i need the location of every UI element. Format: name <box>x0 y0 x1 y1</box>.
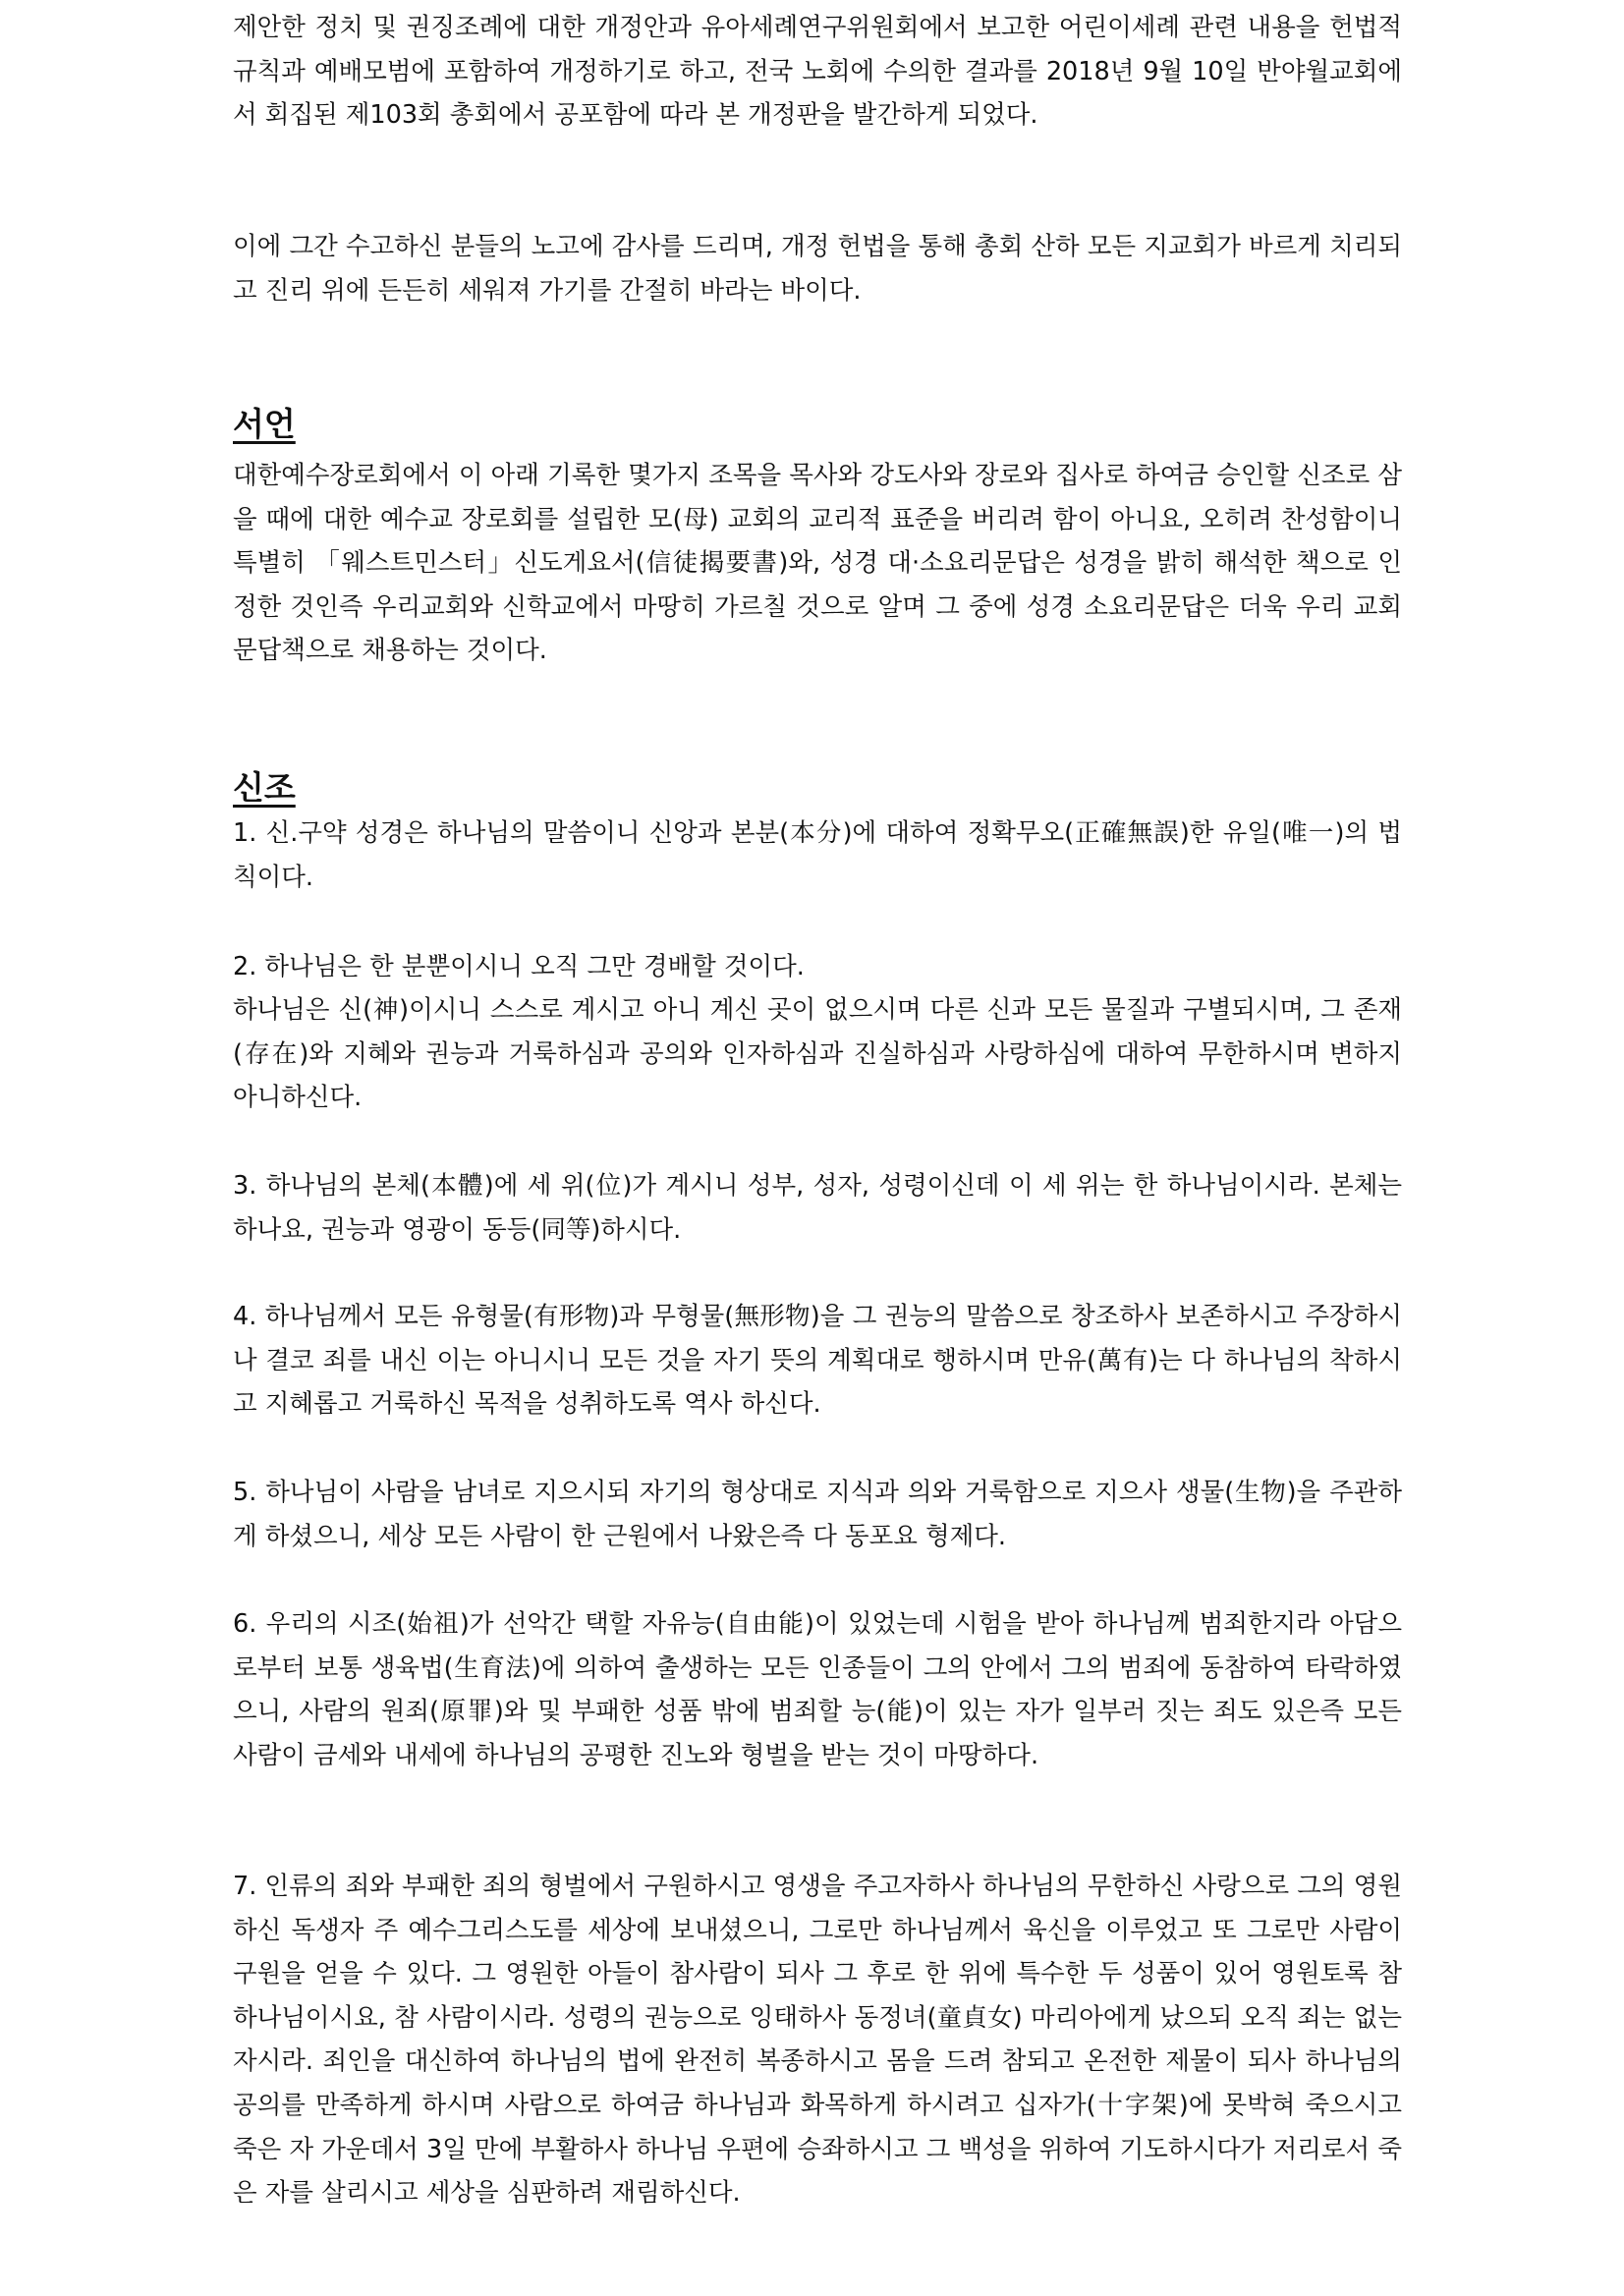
creed-article-7: 7. 인류의 죄와 부패한 죄의 형벌에서 구원하시고 영생을 주고자하사 하나님의 무한하신 사랑으로 그의 영원하신 독생자 주 예수그리스도를 세상에 보내셨으니, 그로만 하나님께서 육신을 이루었고 또 그로만 사람이 구원을 얻을 수 있다. 그 영원한 아들이 참사람이 되사 그 후로 한 위에 특수한 두 성품이 있어 영원토록 참 하나님이시요, 참 사람이시라. 성령의 권능으로 잉태하사 동정녀(童貞女) 마리아에게 났으되 오직 죄는 없는 자시라. 죄인을 대신하여 하나님의 법에 완전히 복종하시고 몸을 드려 참되고 온전한 제물이 되사 하나님의 공의를 만족하게 하시며 사람으로 하여금 하나님과 화목하게 하시려고 십자가(十字架)에 못박혀 죽으시고 죽은 자 가운데서 3일 만에 부활하사 하나님 우편에 승좌하시고 그 백성을 위하여 기도하시다가 저리로서 죽은 자를 살리시고 세상을 심판하려 재림하신다. <box>233 1872 1402 2209</box>
creed-article-4: 4. 하나님께서 모든 유형물(有形物)과 무형물(無形物)을 그 권능의 말씀으로 창조하사 보존하시고 주장하시나 결코 죄를 내신 이는 아니시니 모든 것을 자기 뜻의 계획대로 행하시며 만유(萬有)는 다 하나님의 착하시고 지혜롭고 거룩하신 목적을 성취하도록 역사 하신다. <box>233 1302 1402 1420</box>
creed-article-2-body: 하나님은 신(神)이시니 스스로 계시고 아니 계신 곳이 없으시며 다른 신과 모든 물질과 구별되시며, 그 존재(存在)와 지혜와 권능과 거룩하심과 공의와 인자하심과 진실하심과 사랑하심에 대하여 무한하시며 변하지 아니하신다. <box>233 995 1402 1113</box>
preface-heading: 서언 <box>233 405 296 443</box>
creed-article-2-title: 2. 하나님은 한 분뿐이시니 오직 그만 경배할 것이다. <box>233 952 805 981</box>
creed-heading: 신조 <box>233 768 296 807</box>
creed-article-1: 1. 신.구약 성경은 하나님의 말씀이니 신앙과 본분(本分)에 대하여 정확무오(正確無誤)한 유일(唯一)의 법칙이다. <box>233 818 1402 892</box>
creed-article-3: 3. 하나님의 본체(本體)에 세 위(位)가 계시니 성부, 성자, 성령이신데 이 세 위는 한 하나님이시라. 본체는 하나요, 권능과 영광이 동등(同等)하시다. <box>233 1171 1402 1245</box>
preface-body: 대한예수장로회에서 이 아래 기록한 몇가지 조목을 목사와 강도사와 장로와 집사로 하여금 승인할 신조로 삼을 때에 대한 예수교 장로회를 설립한 모(母) 교회의 교리적 표준을 버리려 함이 아니요, 오히려 찬성함이니 특별히 「웨스트민스터」신도게요서(信徒揭要書)와, 성경 대·소요리문답은 성경을 밝히 해석한 책으로 인정한 것인즉 우리교회와 신학교에서 마땅히 가르칠 것으로 알며 그 중에 성경 소요리문답은 더욱 우리 교회 문답책으로 채용하는 것이다. <box>233 461 1402 666</box>
intro-paragraph-1: 제안한 정치 및 권징조례에 대한 개정안과 유아세례연구위원회에서 보고한 어린이세례 관련 내용을 헌법적 규칙과 예배모범에 포함하여 개정하기로 하고, 전국 노회에 수의한 결과를 2018년 9월 10일 반야월교회에서 회집된 제103회 총회에서 공포함에 따라 본 개정판을 발간하게 되었다. <box>233 13 1402 131</box>
creed-article-6: 6. 우리의 시조(始祖)가 선악간 택할 자유능(自由能)이 있었는데 시험을 받아 하나님께 범죄한지라 아담으로부터 보통 생육법(生育法)에 의하여 출생하는 모든 인종들이 그의 안에서 그의 범죄에 동참하여 타락하였으니, 사람의 원죄(原罪)와 및 부패한 성품 밖에 범죄할 능(能)이 있는 자가 일부러 짓는 죄도 있은즉 모든 사람이 금세와 내세에 하나님의 공평한 진노와 형벌을 받는 것이 마땅하다. <box>233 1609 1402 1770</box>
intro-paragraph-2: 이에 그간 수고하신 분들의 노고에 감사를 드리며, 개정 헌법을 통해 총회 산하 모든 지교회가 바르게 치리되고 진리 위에 든든히 세워져 가기를 간절히 바라는 바이다. <box>233 232 1402 306</box>
creed-article-5: 5. 하나님이 사람을 남녀로 지으시되 자기의 형상대로 지식과 의와 거룩함으로 지으사 생물(生物)을 주관하게 하셨으니, 세상 모든 사람이 한 근원에서 나왔은즉 다 동포요 형제다. <box>233 1478 1402 1551</box>
